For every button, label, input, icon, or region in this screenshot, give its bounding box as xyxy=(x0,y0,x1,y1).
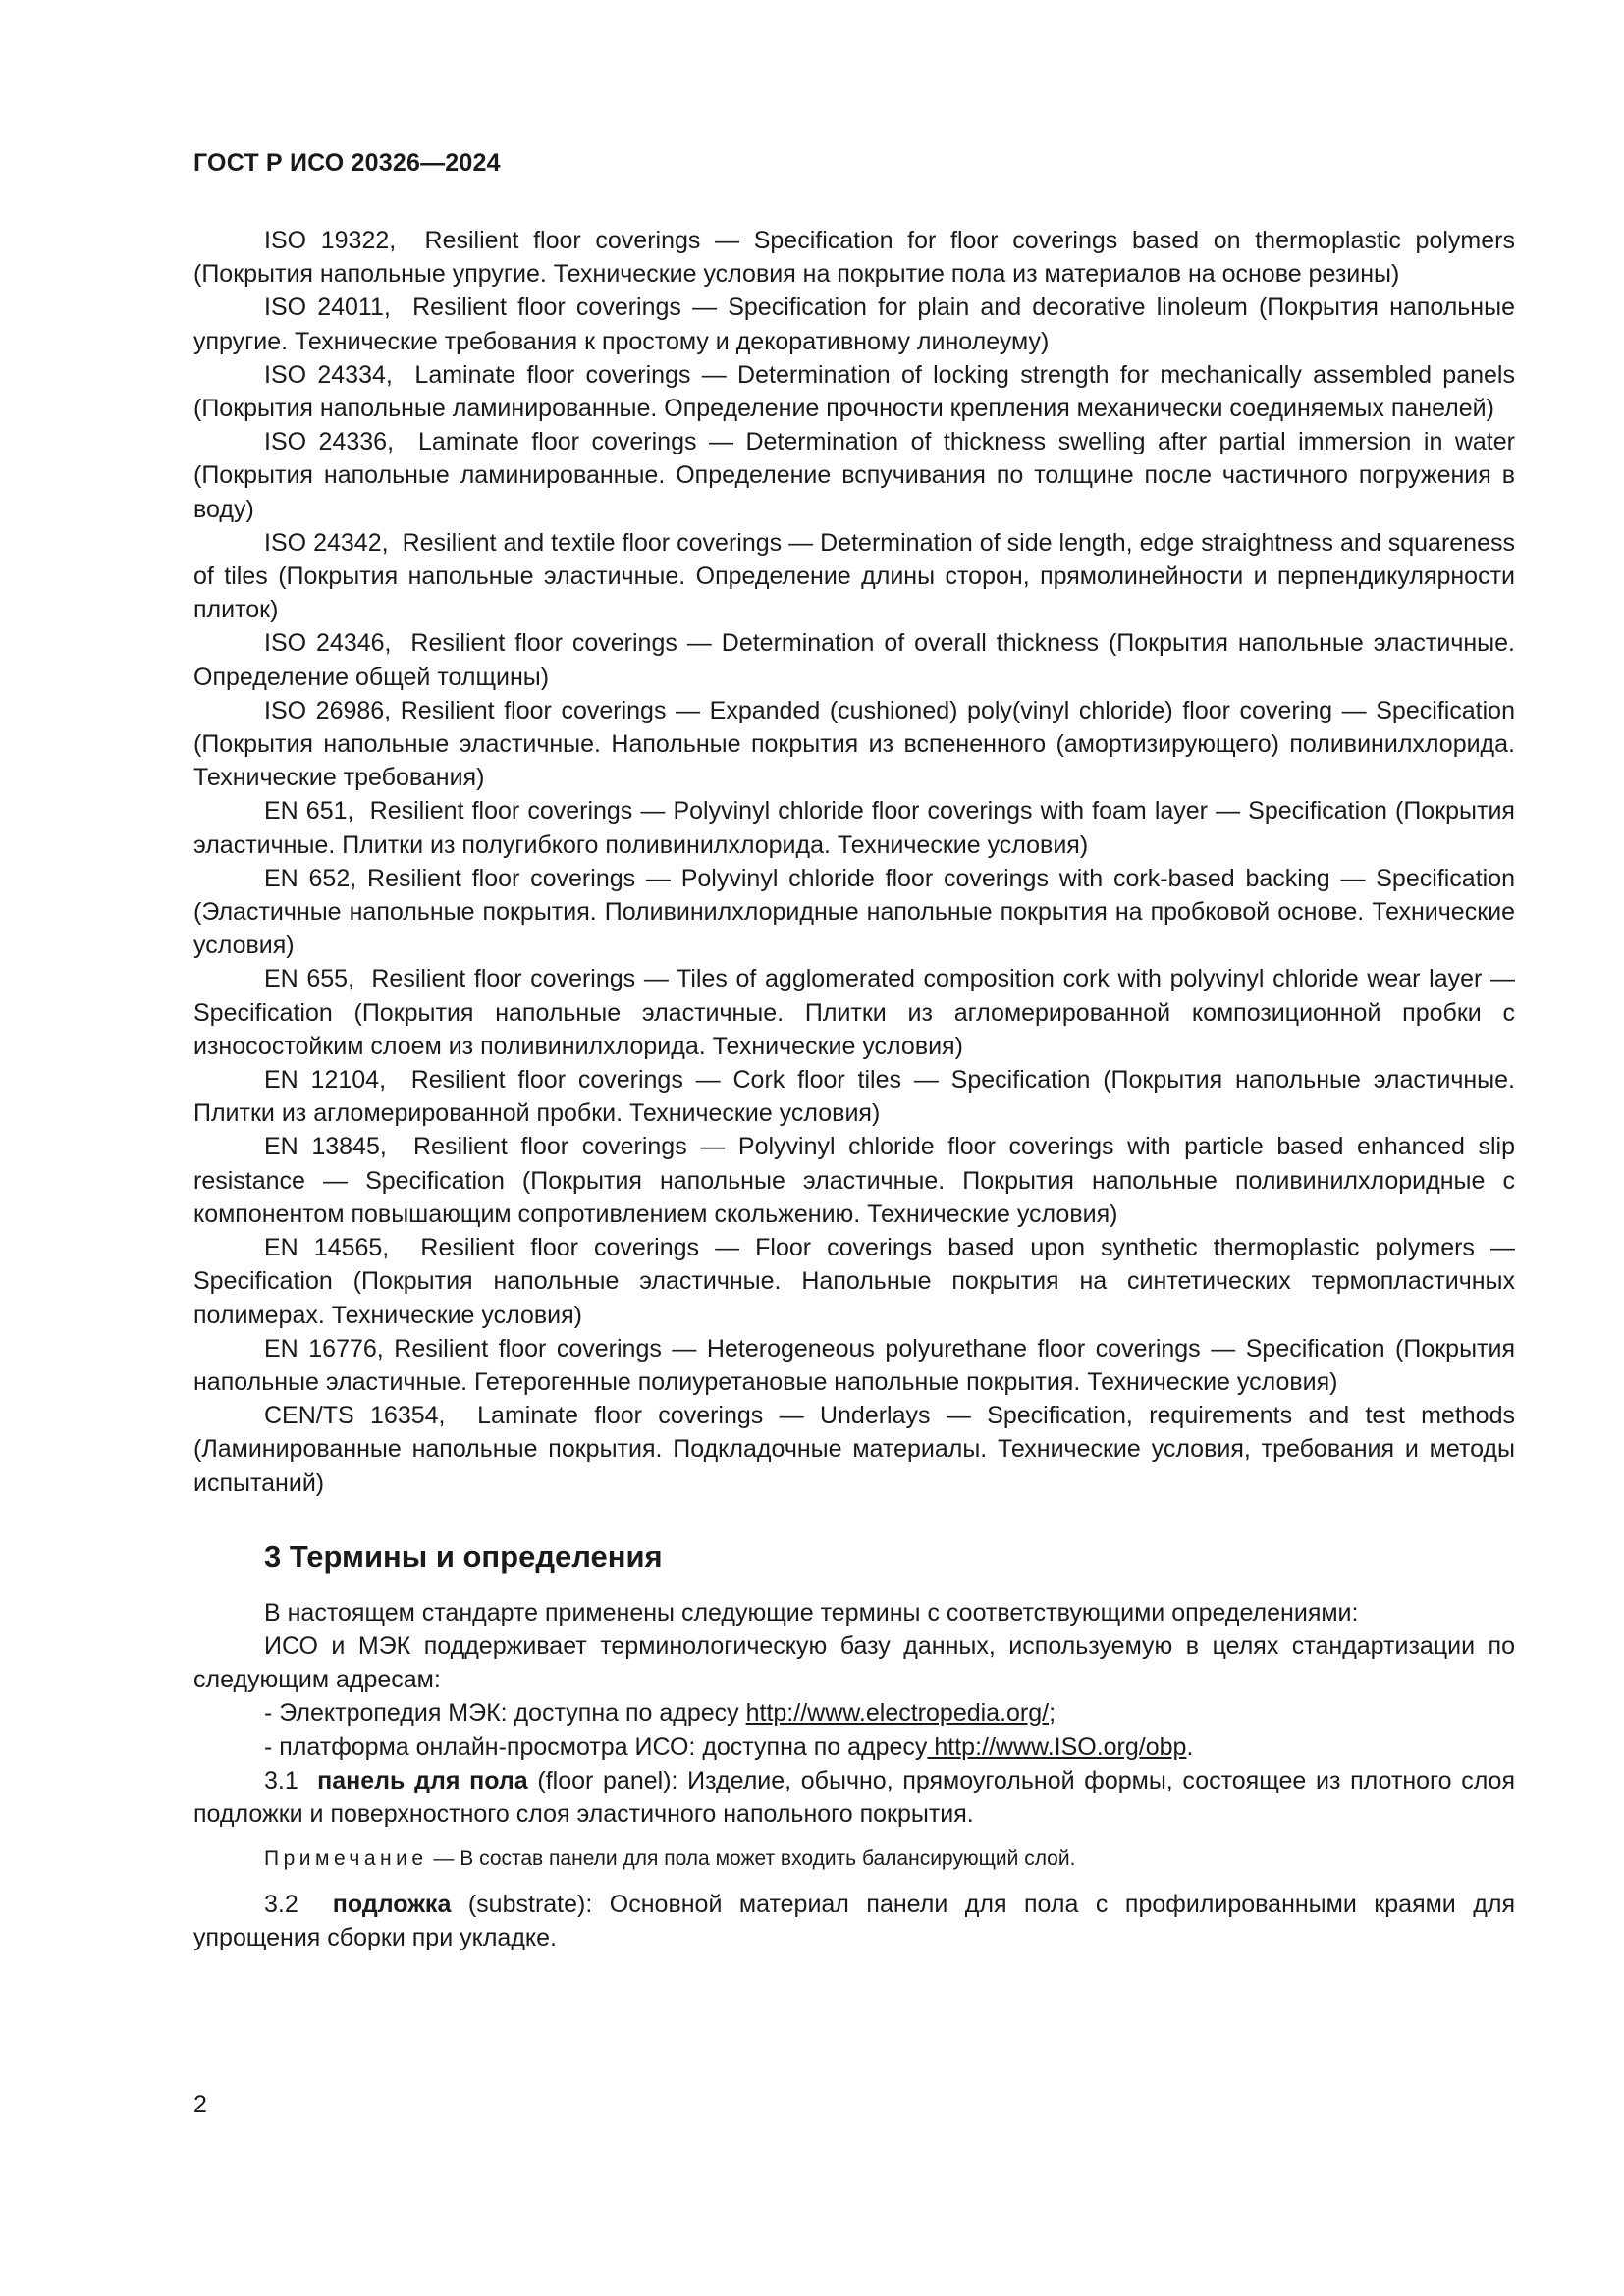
reference-code: ISO 19322, xyxy=(264,227,397,254)
reference-item xyxy=(193,224,1515,291)
reference-text: Laminate floor coverings — Determination of locking strength for mechanically assembled panels (Покрытия напольные ламинированные. Определение прочности крепления механически соединяемых панелей) xyxy=(193,360,1515,423)
reference-text: Resilient floor coverings — Polyvinyl chloride floor coverings with cork-based backing — Specification (Эластичные напольные покрытия. Поливинилхлоридные напольные покрытия на пробковой основе. Технические условия) xyxy=(193,864,1516,960)
term-3-2 xyxy=(193,1888,1515,1954)
reference-code: EN 13845, xyxy=(264,1133,387,1161)
iso-obp-link[interactable]: http://www.ISO.org/obp xyxy=(927,1733,1187,1761)
reference-text: Resilient floor coverings — Polyvinyl chloride floor coverings with foam layer — Specification (Покрытия эластичные. Плитки из полугибкого поливинилхлорида. Технические условия) xyxy=(193,797,1515,859)
reference-item xyxy=(193,1063,1515,1130)
reference-item xyxy=(193,862,1515,963)
reference-text: Resilient floor coverings — Specification for plain and decorative linoleum (Покрытия напольные упругие. Технические требования к простому и декоративному линолеуму) xyxy=(193,294,1515,355)
reference-text: Laminate floor coverings — Determination of thickness swelling after partial immersion in water (Покрытия напольные ламинированные. Определение вспучивания по толщине после частичного погружения в воду) xyxy=(193,428,1515,523)
term-name: панель для пола xyxy=(317,1766,528,1794)
term-number: 3.1 xyxy=(264,1766,298,1794)
reference-text: Laminate floor coverings — Underlays — Specification, requirements and test methods (Ламинированные напольные покрытия. Подкладочные материалы. Технические условия, требования и методы испытаний) xyxy=(193,1402,1515,1497)
reference-item xyxy=(193,626,1515,693)
term-3-1 xyxy=(193,1764,1515,1831)
reference-item xyxy=(193,358,1515,425)
note-label: Примечание xyxy=(264,1847,428,1871)
reference-code: EN 16776, xyxy=(264,1334,384,1362)
reference-item xyxy=(193,526,1515,627)
iso-obp-item xyxy=(193,1731,1515,1764)
note-text: — В состав панели для пола может входить балансирующий слой. xyxy=(433,1847,1076,1871)
note xyxy=(193,1842,1515,1876)
reference-code: EN 651, xyxy=(264,797,354,826)
reference-item xyxy=(193,694,1515,795)
reference-code: ISO 26986, xyxy=(264,696,392,724)
iso-obp-suffix: . xyxy=(1186,1733,1194,1761)
reference-text: Resilient floor coverings — Heterogeneous polyurethane floor coverings — Specification (Покрытия напольные эластичные. Гетерогенные полиуретановые напольные покрытия. Технические условия) xyxy=(193,1334,1516,1396)
electropedia-link[interactable]: http://www.electropedia.org/ xyxy=(745,1699,1050,1728)
electropedia-item xyxy=(193,1696,1515,1730)
reference-item xyxy=(193,1332,1515,1399)
electropedia-label: - Электропедия МЭК: доступна по адресу xyxy=(264,1699,746,1728)
reference-text: Resilient floor coverings — Expanded (cushioned) poly(vinyl chloride) floor covering — Specification (Покрытия напольные эластичные. Напольные покрытия из вспененного (амортизирующего) поливинилхлорида. Технические требования) xyxy=(193,696,1515,792)
page-content xyxy=(193,224,1515,1955)
term-name: подложка xyxy=(332,1891,452,1919)
section-intro: В настоящем стандарте применены следующие термины с соответствующими определениями: xyxy=(264,1598,1359,1627)
reference-code: EN 652, xyxy=(264,864,357,892)
document-header: ГОСТ Р ИСО 20326—2024 xyxy=(193,149,501,177)
reference-text: Resilient floor coverings — Polyvinyl chloride floor coverings with particle based enhanced slip resistance — Specification (Покрытия напольные эластичные. Покрытия напольные поливинилхлоридные с компонентом повышающим сопротивлением скольжению. Технические условия) xyxy=(193,1133,1515,1228)
iso-obp-label: - платформа онлайн-просмотра ИСО: доступна по адресу xyxy=(264,1733,928,1761)
reference-text: Resilient floor coverings — Determination of overall thickness (Покрытия напольные эластичные. Определение общей толщины) xyxy=(193,629,1515,691)
reference-text: Resilient floor coverings — Specification for floor coverings based on thermoplastic polymers (Покрытия напольные упругие. Технические условия на покрытие пола из материалов на основе резины) xyxy=(193,227,1515,289)
reference-item xyxy=(193,291,1515,357)
reference-item xyxy=(193,1399,1515,1500)
reference-code: EN 12104, xyxy=(264,1066,387,1095)
reference-text: Resilient floor coverings — Tiles of agglomerated composition cork with polyvinyl chloride wear layer — Specification (Покрытия напольные эластичные. Плитки из агломерированной композиционной пробки с износостойким слоем из поливинилхлорида. Технические условия) xyxy=(193,965,1515,1060)
reference-item xyxy=(193,425,1515,526)
reference-item xyxy=(193,1130,1515,1231)
reference-code: ISO 24346, xyxy=(264,629,392,658)
reference-text: Resilient floor coverings — Cork floor tiles — Specification (Покрытия напольные эластичные. Плитки из агломерированной пробки. Технические условия) xyxy=(193,1066,1515,1128)
term-definition: (substrate): Основной материал панели для пола с профилированными краями для упрощения сборки при укладке. xyxy=(193,1891,1515,1952)
term-definition: (floor panel): Изделие, обычно, прямоугольной формы, состоящее из плотного слоя подложки и поверхностного слоя эластичного напольного покрытия. xyxy=(193,1766,1516,1828)
reference-code: ISO 24336, xyxy=(264,428,395,456)
term-number: 3.2 xyxy=(264,1891,298,1919)
reference-code: ISO 24334, xyxy=(264,360,393,389)
reference-item xyxy=(193,1231,1515,1332)
reference-item xyxy=(193,794,1515,861)
reference-code: ISO 24342, xyxy=(264,528,389,557)
reference-text: Resilient floor coverings — Floor coverings based upon synthetic thermoplastic polymers — Specification (Покрытия напольные эластичные. Напольные покрытия на синтетических термопластичных полимерах. Технические условия) xyxy=(193,1234,1515,1329)
reference-item xyxy=(193,962,1515,1063)
reference-code: CEN/TS 16354, xyxy=(264,1402,446,1430)
references-list xyxy=(193,224,1515,1500)
section-heading: 3 Термины и определения xyxy=(264,1538,663,1574)
reference-text: Resilient and textile floor coverings — Determination of side length, edge straightness and squareness of tiles (Покрытия напольные эластичные. Определение длины сторон, прямолинейности и перпендикулярности плиток) xyxy=(193,528,1515,624)
reference-code: EN 655, xyxy=(264,965,355,993)
reference-code: ISO 24011, xyxy=(264,294,391,322)
electropedia-suffix: ; xyxy=(1049,1699,1056,1728)
reference-code: EN 14565, xyxy=(264,1234,390,1262)
iso-iec-paragraph: ИСО и МЭК поддерживает терминологическую базу данных, используемую в целях стандартизации по следующим адресам: xyxy=(193,1631,1515,1694)
page-number: 2 xyxy=(193,2091,207,2118)
